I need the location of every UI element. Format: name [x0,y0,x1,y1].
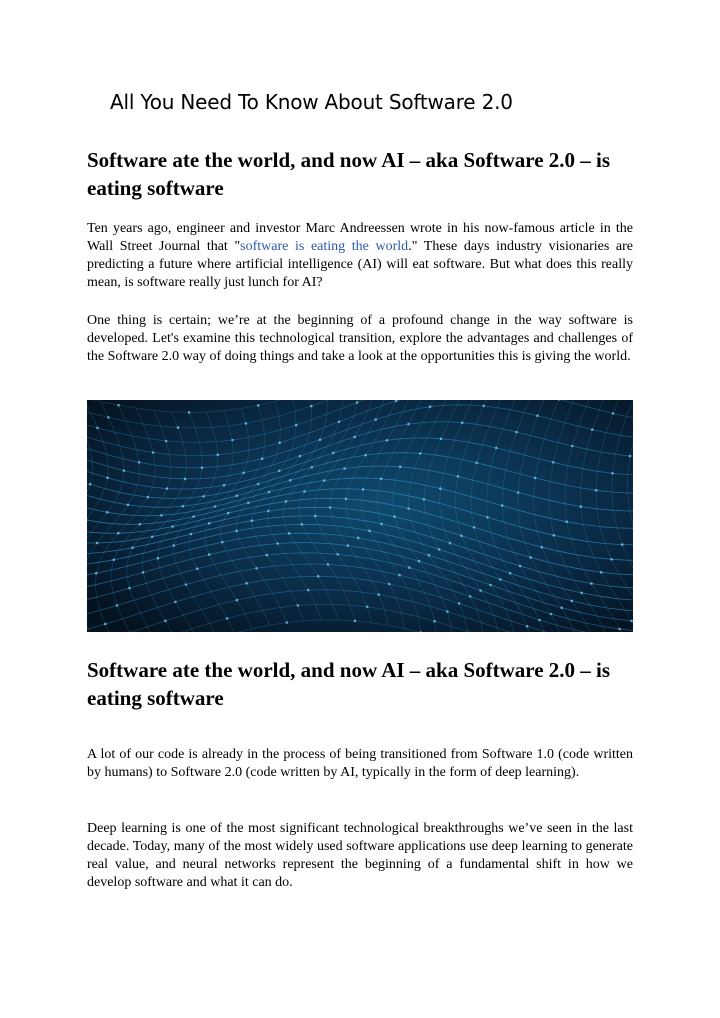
section-1-paragraph-2: One thing is certain; we’re at the beginning of a profound change in the way software is developed. Let's examine this technological transition, explore the advantages and challenges of the Software 2.0 way of doing things and take a look at the opportunities this is giving the world. [87,313,633,364]
mesh-graphic [87,400,633,632]
neural-network-mesh-image [87,400,633,632]
section-2-heading: Software ate the world, and now AI – aka Software 2.0 – is eating software [87,658,611,710]
paragraph-text: ." These days industry visionaries are predicting a future where artificial intelligence (AI) will eat software. But what does this really mean, is software really just lunch for AI? [87,239,633,290]
section-2-paragraph-2: Deep learning is one of the most significant technological breakthroughs we’ve seen in the last decade. Today, many of the most widely used software applications use deep learning to generate real value, and neural networks represent the beginning of a fundamental shift in how we develop software and what it can do. [87,821,633,890]
section-2-paragraph-1: A lot of our code is already in the process of being transitioned from Software 1.0 (code written by humans) to Software 2.0 (code written by AI, typically in the form of deep learning). [87,747,633,780]
document-title: All You Need To Know About Software 2.0 [110,90,513,114]
section-1-heading: Software ate the world, and now AI – aka Software 2.0 – is eating software [87,148,611,200]
software-eating-world-link[interactable]: software is eating the world [240,239,409,254]
paragraph-text: Ten years ago, engineer and investor Marc Andreessen wrote in his now-famous article in the Wall Street Journal that " [87,221,633,254]
section-1-paragraph-1 [87,220,633,292]
